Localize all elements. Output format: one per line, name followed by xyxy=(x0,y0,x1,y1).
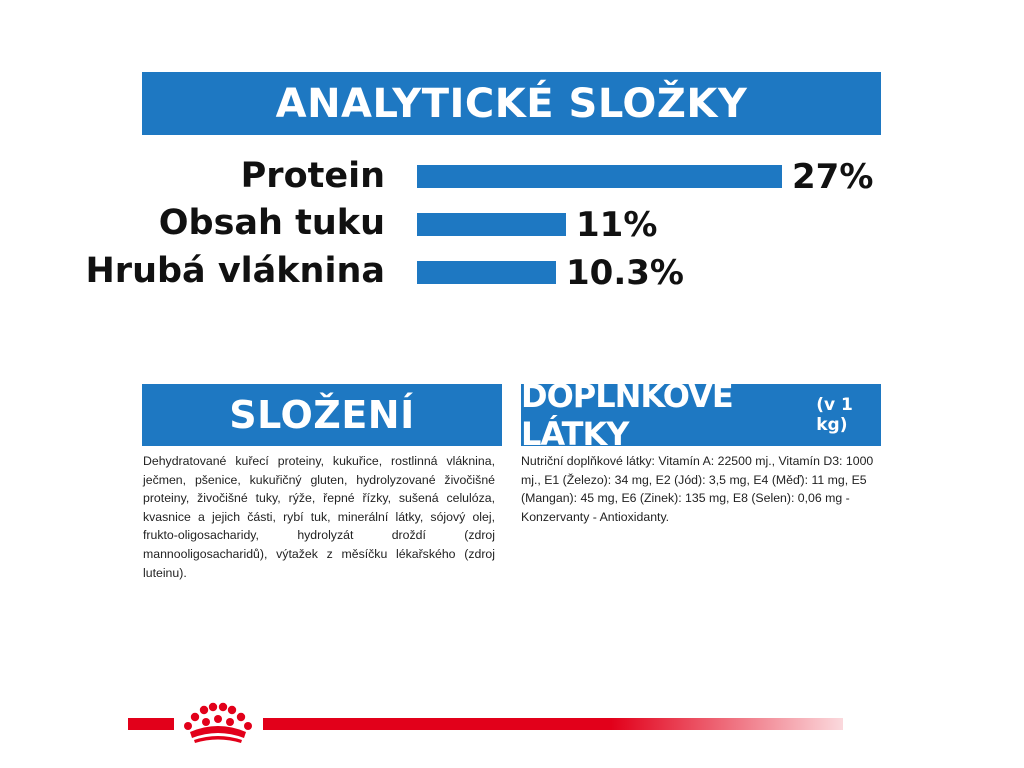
additives-text: Nutriční doplňkové látky: Vitamín A: 22500 mj., Vitamín D3: 1000 mj., E1 (Železo): 34 mg, E2 (Jód): 3,5 mg, E4 (Měď): 11 mg, E5 (Mangan): 45 mg, E6 (Zinek): 135 mg, E8 (Selen): 0,06 mg - Konzervanty - Antioxidanty. xyxy=(521,454,874,524)
composition-section-title xyxy=(142,384,502,446)
nutrient-bar-fiber xyxy=(417,261,556,284)
footer-red-line-left xyxy=(128,718,174,730)
nutrient-value-fiber: 10.3% xyxy=(566,253,684,293)
composition-text: Dehydratované kuřecí proteiny, kukuřice, rostlinná vláknina, ječmen, pšenice, kukuřičný gluten, hydrolyzované živočišné proteiny, živočišné tuky, rýže, řepné řízky, sušená celulóza, kvasnice a jejich části, rybí tuk, minerální látky, sójový olej, frukto-oligosacharidy, hydrolyzát droždí (zdroj mannooligosacharidů), výtažek z měsíčku lékařského (zdroj luteinu). xyxy=(143,454,495,580)
additives-title-text: DOPLŇKOVÉ LÁTKY xyxy=(521,377,733,453)
royal-canin-crown-icon xyxy=(180,702,260,746)
analytic-title-text: ANALYTICKÉ SLOŽKY xyxy=(275,80,748,127)
composition-title-text: SLOŽENÍ xyxy=(229,393,415,437)
nutrient-label-protein: Protein xyxy=(240,156,385,196)
nutrient-value-fat: 11% xyxy=(576,205,658,245)
nutrient-value-protein: 27% xyxy=(792,157,874,197)
nutrient-bar-fat xyxy=(417,213,566,236)
nutrient-bar-protein xyxy=(417,165,782,188)
nutrient-label-fat: Obsah tuku xyxy=(158,203,385,243)
footer-red-line-right xyxy=(263,718,843,730)
additives-title-suffix: (v 1 kg) xyxy=(816,395,853,435)
additives-section-title xyxy=(521,377,881,453)
nutrient-label-fiber: Hrubá vláknina xyxy=(85,251,385,291)
analytic-section-title xyxy=(142,72,881,135)
